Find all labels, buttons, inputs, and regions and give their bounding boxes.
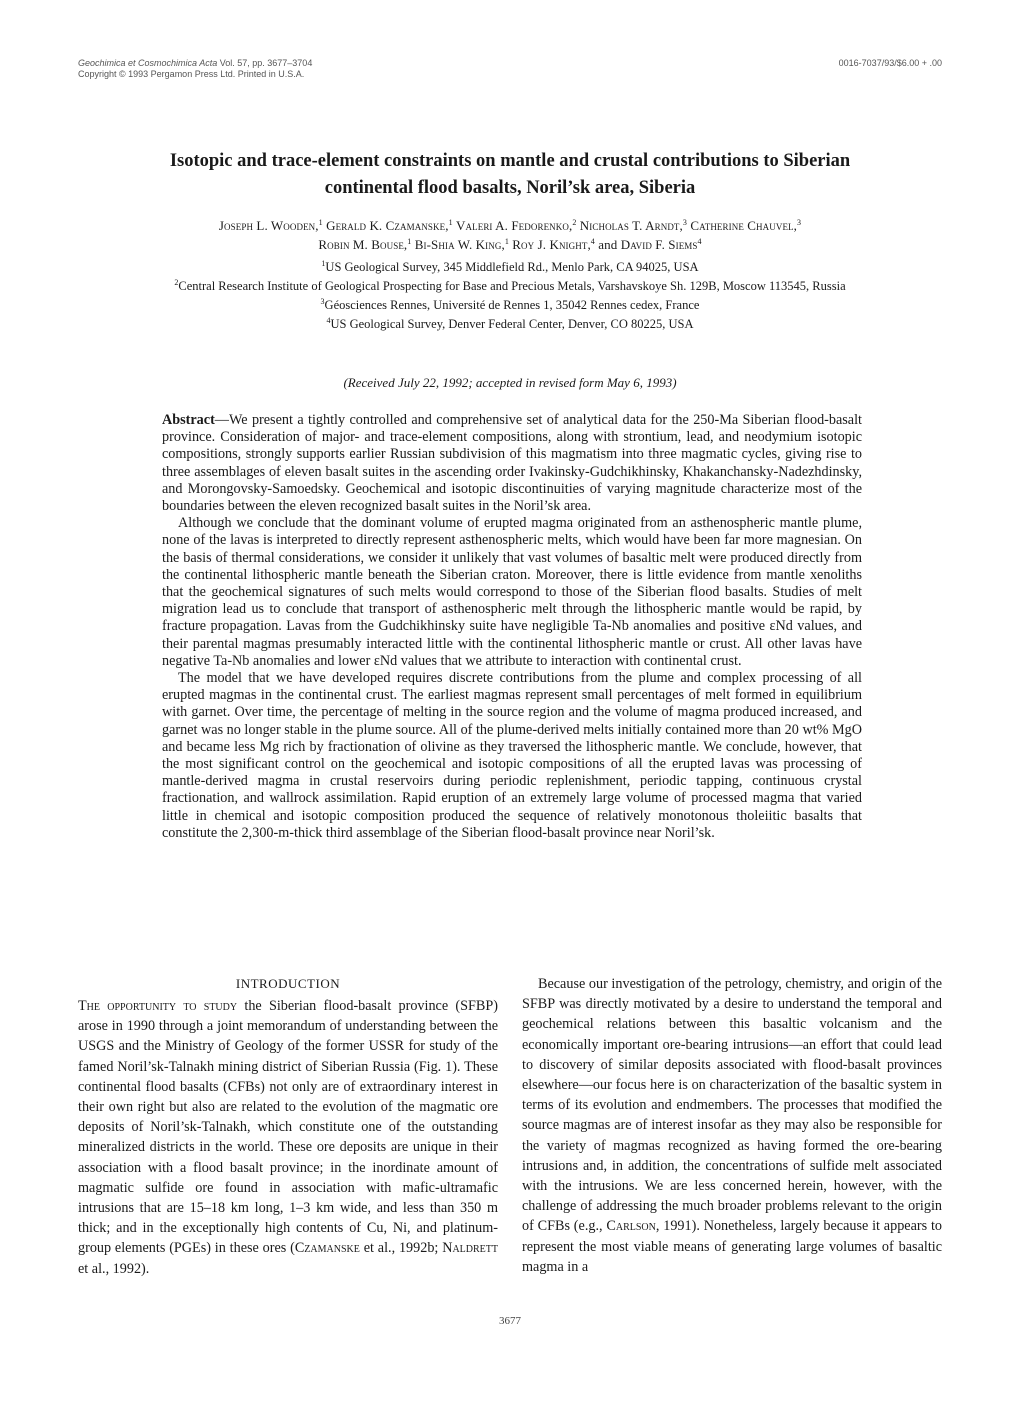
affiliation: [60, 294, 960, 313]
affiliation-text: Géosciences Rennes, Université de Rennes 1, 35042 Rennes cedex, France: [324, 298, 700, 312]
citation-author: Naldrett: [442, 1240, 498, 1257]
author-affil-mark: 4: [697, 237, 702, 246]
article-title: [110, 148, 910, 202]
abstract-paragraph-3: [162, 670, 862, 842]
abstract-text: —We present a tightly controlled and comprehensive set of analytical data for the 250-Ma Siberian flood-basalt province. Consideration of major- and trace-element compositions, along with strontium, lead, and neodymium isotopic compositions, strongly supports earlier Russian subdivision of this magmatism into three magmatic cycles, giving rise to three assemblages of eleven basalt suites in the ascending order Ivakinsky-Gudchikhinsky, Khakanchansky-Nadezhdinsky, and Morongovsky-Samoedsky. Geochemical and isotopic discontinuities of varying magnitude characterize most of the boundaries between the eleven recognized basalt suites in the Noril’sk area.: [162, 412, 862, 515]
author-name: Joseph L. Wooden,: [218, 218, 319, 233]
author-name: Valeri A. Fedorenko,: [456, 218, 573, 233]
body-column-right: [522, 974, 942, 1277]
body-column-left: [78, 974, 498, 1279]
citation-author: Czamanske: [294, 1240, 360, 1257]
body-text: the Siberian flood-basalt province (SFBP) arose in 1990 through a joint memorandum of understanding between the USGS and the Ministry of Geology of the former USSR for study of the famed Noril’sk-Talnakh mining district of Siberian Russia (Fig. 1). These continental flood basalts (CFBs) not only are of extraordinary interest in their own right but also are related to the evolution of the magmatic ore deposits of Noril’sk-Talnakh, which constitute one of the outstanding mineralized districts in the world. These ore deposits are unique in their association with a flood basalt province; in the inordinate amount of magmatic sulfide ore found in association with mafic-ultramafic intrusions that are 15–18 km long, 1–3 km wide, and less than 350 m thick; and in the exceptionally high contents of Cu, Ni, and platinum-group elements (PGEs) in these ores (: [78, 998, 498, 1257]
author-name: Catherine Chauvel,: [690, 218, 797, 233]
affiliation-number: 3: [320, 297, 325, 306]
affiliation-number: 2: [174, 278, 179, 287]
affiliation-number: 1: [321, 259, 326, 268]
affiliation: [60, 256, 960, 275]
abstract-text: values that we attribute to interaction with continental crust.: [400, 652, 742, 669]
body-text: et al., 1992).: [78, 1260, 150, 1277]
section-heading: INTRODUCTION: [235, 976, 341, 991]
copyright-notice: Copyright © 1993 Pergamon Press Ltd. Printed in U.S.A.: [78, 69, 305, 79]
author-affil-mark: 3: [682, 218, 687, 227]
author-name: David F. Siems: [620, 237, 698, 252]
author-affil-mark: 3: [797, 218, 802, 227]
affiliation-number: 4: [326, 316, 331, 325]
title-line-2: continental flood basalts, Noril’sk area, Siberia: [324, 178, 696, 198]
article-code: 0016-7037/93/$6.00 + .00: [838, 58, 942, 68]
author-list: [60, 215, 960, 253]
affiliation-text: Central Research Institute of Geological Prospecting for Base and Precious Metals, Varshavskoye Sh. 129B, Moscow 113545, Russia: [178, 279, 846, 293]
epsilon-nd-symbol: εNd: [769, 618, 793, 635]
citation-author: Carlson: [606, 1218, 656, 1235]
abstract: [162, 412, 862, 842]
journal-citation: [78, 58, 312, 80]
received-dates: (Received July 22, 1992; accepted in revised form May 6, 1993): [343, 375, 677, 390]
body-text: , 1991). Nonetheless, largely because it appears to represent the most viable means of generating large volumes of basaltic magma in a: [522, 1218, 942, 1275]
abstract-label: Abstract: [162, 412, 215, 428]
author-affil-mark: 4: [590, 237, 595, 246]
author-affil-mark: 2: [572, 218, 577, 227]
affiliation-text: US Geological Survey, 345 Middlefield Rd., Menlo Park, CA 94025, USA: [325, 260, 699, 274]
author-name: Gerald K. Czamanske,: [326, 218, 449, 233]
author-affil-mark: 1: [448, 218, 453, 227]
abstract-paragraph-2: [162, 515, 862, 670]
journal-volume: Vol. 57, pp. 3677–3704: [219, 58, 313, 68]
affiliation: [60, 275, 960, 294]
body-text: Because our investigation of the petrology, chemistry, and origin of the SFBP was directly motivated by a desire to understand the temporal and geochemical relations between this basaltic volcanism and the economically important ore-bearing intrusions—an effort that could lead to discovery of similar deposits associated with flood-basalt provinces elsewhere—our focus here is on characterization of the basaltic system in terms of its evolution and endmembers. The processes that modified the source magmas are of interest insofar as they may also be responsible for the variety of magmas recognized as having formed the ore-bearing intrusions and, in addition, the concentrations of sulfide melt associated with the intrusions. We are less concerned herein, however, with the challenge of addressing the much broader problems relevant to the origin of CFBs (e.g.,: [522, 976, 942, 1235]
intro-paragraph-1: [78, 996, 498, 1279]
author-name: Bi-Shia W. King,: [414, 237, 505, 252]
author-conjunction: and: [598, 237, 618, 252]
body-text: et al., 1992b;: [359, 1240, 443, 1257]
affiliation-text: US Geological Survey, Denver Federal Center, Denver, CO 80225, USA: [330, 317, 694, 331]
author-name: Nicholas T. Arndt,: [579, 218, 683, 233]
author-affil-mark: 1: [407, 237, 412, 246]
abstract-text: Although we conclude that the dominant volume of erupted magma originated from an asthenospheric mantle plume, none of the lavas is interpreted to directly represent asthenospheric melts, which would have been far more magnesian. On the basis of thermal considerations, we consider it unlikely that vast volumes of basaltic melt were produced directly from the continental lithospheric mantle beneath the Siberian craton. Moreover, there is little evidence from mantle xenoliths that the geochemical signatures of such melts would correspond to those of the Siberian flood basalts. Studies of melt migration lead us to conclude that transport of asthenospheric melt through the lithospheric mantle would be rapid, by fracture propagation. Lavas from the Gudchikhinsky suite have negligible Ta-Nb anomalies and positive: [162, 515, 862, 635]
abstract-text: values, and their parental magmas presumably interacted little with the continental lithospheric mantle or crust. All other lavas have negative Ta-Nb anomalies and lower: [162, 618, 863, 669]
author-affil-mark: 1: [318, 218, 323, 227]
abstract-paragraph-1: [162, 412, 862, 515]
affiliation-list: [60, 256, 960, 332]
journal-name: Geochimica et Cosmochimica Acta: [78, 58, 218, 68]
author-name: Roy J. Knight,: [512, 237, 591, 252]
abstract-text: The model that we have developed requires discrete contributions from the plume and complex processing of all erupted magmas in the continental crust. The earliest magmas represent small percentages of melt formed in equilibrium with garnet. Over time, the percentage of melting in the source region and the volume of magma produced increased, and garnet was no longer stable in the plume source. All of the plume-derived melts initially contained more than 20 wt% MgO and became less Mg rich by fractionation of olivine as they traversed the lithospheric mantle. We conclude, however, that the most significant control on the geochemical and isotopic compositions of all the erupted lavas was processing of mantle-derived magma in crustal reservoirs during periodic replenishment, periodic tapping, continuous crystal fractionation, and wallrock assimilation. Rapid eruption of an extremely large volume of processed magma that varied little in chemical and isotopic composition produced the sequence of relatively monotonous tholeiitic basalts that constitute the 2,300-m-thick third assemblage of the Siberian flood-basalt province near Noril’sk.: [162, 670, 862, 841]
intro-paragraph-2: [522, 974, 942, 1277]
page-number: 3677: [499, 1315, 521, 1327]
author-affil-mark: 1: [504, 237, 509, 246]
lead-in-text: The opportunity to study: [78, 998, 238, 1014]
epsilon-nd-symbol: εNd: [373, 652, 398, 669]
author-name: Robin M. Bouse,: [318, 237, 408, 252]
title-line-1: Isotopic and trace-element constraints on mantle and crustal contributions to Siberian: [169, 151, 851, 171]
affiliation: [60, 313, 960, 332]
